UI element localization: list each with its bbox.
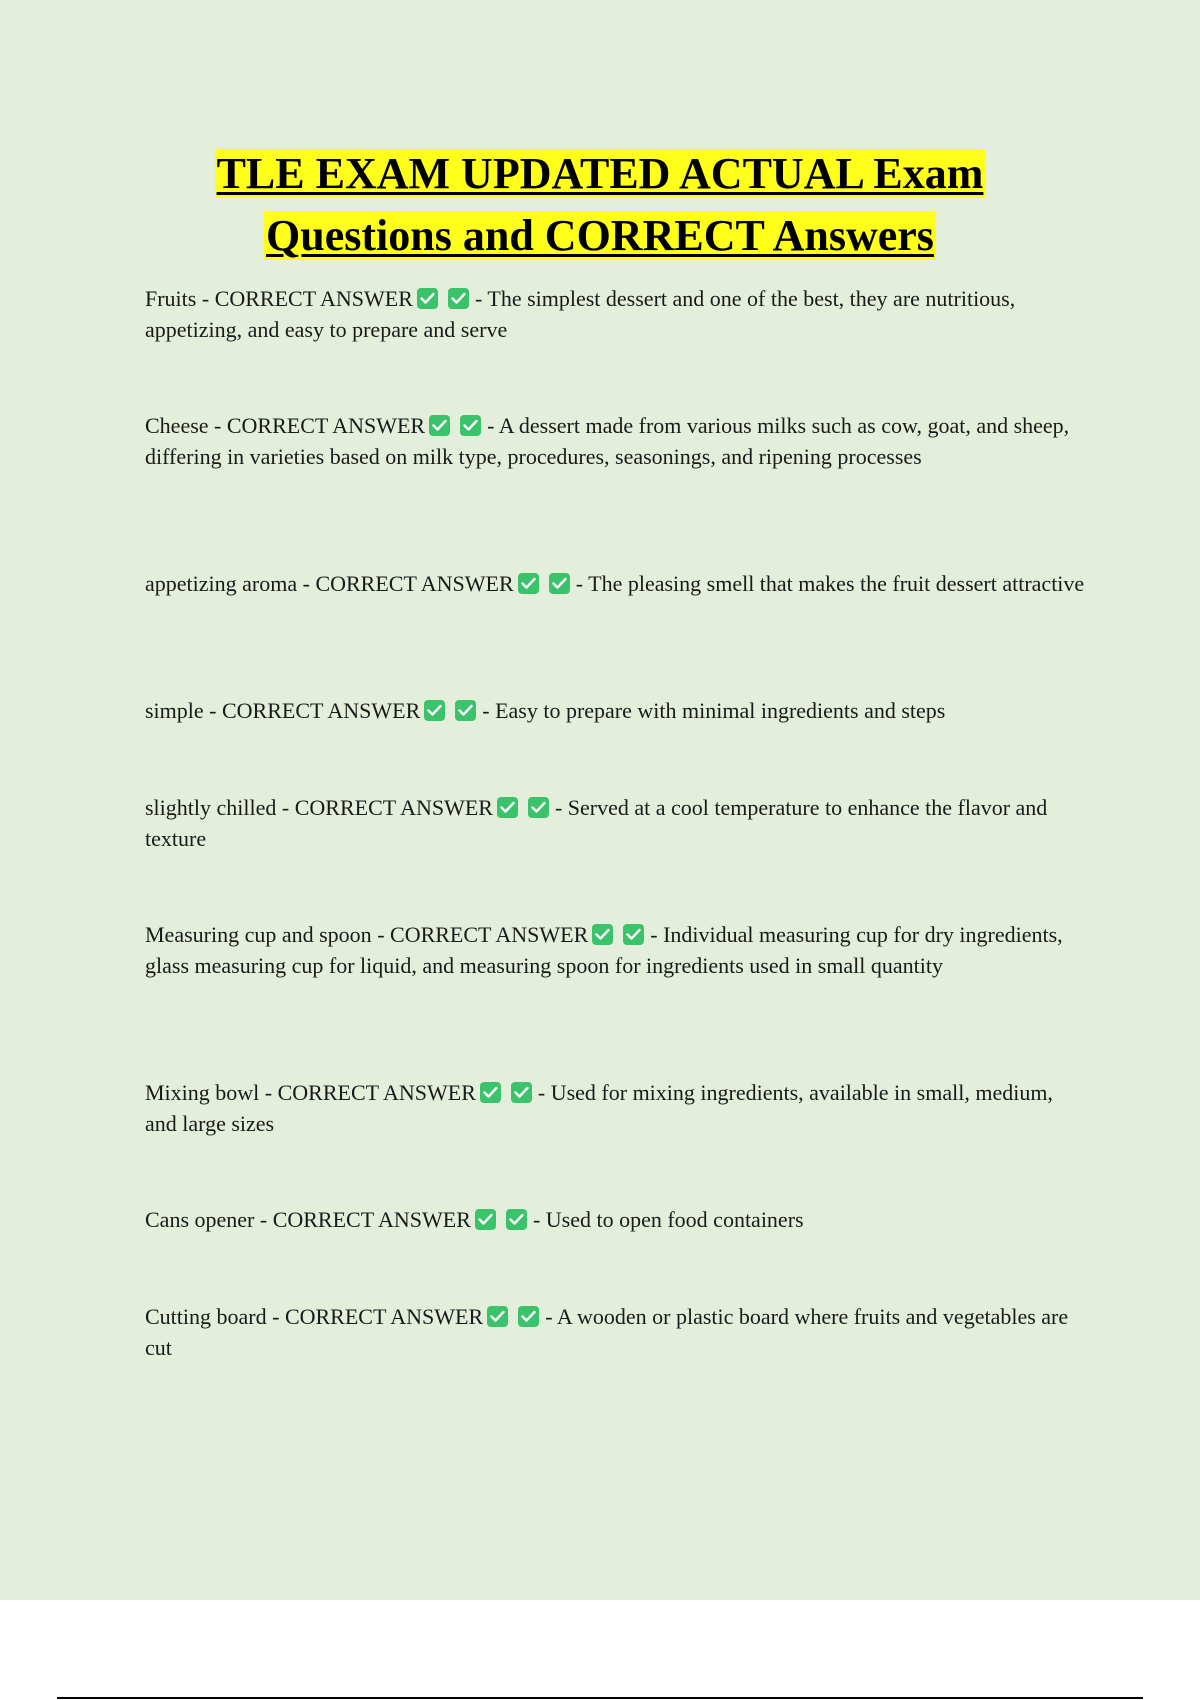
qa-entry: simple - CORRECT ANSWER - Easy to prepare with minimal ingredients and steps bbox=[145, 698, 946, 723]
check-mark-icon bbox=[455, 700, 476, 721]
answer-tag: CORRECT ANSWER bbox=[294, 795, 493, 820]
check-mark-icon bbox=[487, 1306, 508, 1327]
check-mark-icon bbox=[518, 573, 539, 594]
entry-term: Cheese bbox=[145, 413, 209, 438]
qa-entry: Measuring cup and spoon - CORRECT ANSWER - Individual measuring cup for dry ingredients, glass measuring cup for liquid, and measuring spoon for ingredients used in small quantity bbox=[145, 922, 1063, 978]
entry-definition: The simplest dessert and one of the best, they are nutritious, appetizing, and easy to prepare and serve bbox=[145, 286, 1016, 342]
entry-term: appetizing aroma bbox=[145, 571, 298, 596]
entry-definition: A wooden or plastic board where fruits and vegetables are cut bbox=[145, 1304, 1069, 1360]
check-mark-icon bbox=[528, 797, 549, 818]
entry-term: Measuring cup and spoon bbox=[145, 922, 372, 947]
check-mark-icon bbox=[511, 1082, 532, 1103]
qa-entry: Fruits - CORRECT ANSWER - The simplest dessert and one of the best, they are nutritious, appetizing, and easy to prepare and serve bbox=[145, 286, 1016, 342]
entry-term: Mixing bowl bbox=[145, 1080, 260, 1105]
check-mark-icon bbox=[549, 573, 570, 594]
answer-tag: CORRECT ANSWER bbox=[284, 1304, 484, 1329]
entry-definition: Easy to prepare with minimal ingredients and steps bbox=[495, 698, 946, 723]
entry-definition: Served at a cool temperature to enhance the flavor and texture bbox=[145, 795, 1048, 851]
answer-tag: CORRECT ANSWER bbox=[315, 571, 514, 596]
entry-definition: Used to open food containers bbox=[545, 1207, 804, 1232]
check-mark-icon bbox=[623, 924, 644, 945]
answer-tag: CORRECT ANSWER bbox=[277, 1080, 476, 1105]
entry-definition: Individual measuring cup for dry ingredients, glass measuring cup for liquid, and measuring spoon for ingredients used in small quantity bbox=[145, 922, 1063, 978]
check-mark-icon bbox=[480, 1082, 501, 1103]
check-mark-icon bbox=[475, 1209, 496, 1230]
qa-entry: Cans opener - CORRECT ANSWER - Used to open food containers bbox=[145, 1207, 804, 1232]
qa-entry: Mixing bowl - CORRECT ANSWER - Used for mixing ingredients, available in small, medium, and large sizes bbox=[145, 1080, 1053, 1136]
entry-definition: A dessert made from various milks such as cow, goat, and sheep, differing in varieties based on milk type, procedures, seasonings, and ripening processes bbox=[145, 413, 1070, 469]
check-mark-icon bbox=[460, 415, 481, 436]
check-mark-icon bbox=[518, 1306, 539, 1327]
check-mark-icon bbox=[448, 288, 469, 309]
entry-term: Fruits bbox=[145, 286, 197, 311]
footer-rule bbox=[57, 1697, 1143, 1699]
page-title bbox=[100, 143, 1100, 267]
qa-entry: slightly chilled - CORRECT ANSWER - Served at a cool temperature to enhance the flavor and texture bbox=[145, 795, 1048, 851]
check-mark-icon bbox=[417, 288, 438, 309]
check-mark-icon bbox=[424, 700, 445, 721]
check-mark-icon bbox=[497, 797, 518, 818]
entry-term: slightly chilled bbox=[145, 795, 277, 820]
answer-tag: CORRECT ANSWER bbox=[226, 413, 426, 438]
entry-definition: The pleasing smell that makes the fruit dessert attractive bbox=[588, 571, 1085, 596]
title-line-2: Questions and CORRECT Answers bbox=[266, 211, 934, 260]
answer-tag: CORRECT ANSWER bbox=[222, 698, 421, 723]
qa-entry: appetizing aroma - CORRECT ANSWER - The pleasing smell that makes the fruit dessert attractive bbox=[145, 571, 1085, 596]
answer-tag: CORRECT ANSWER bbox=[214, 286, 413, 311]
answer-tag: CORRECT ANSWER bbox=[272, 1207, 471, 1232]
entry-term: simple bbox=[145, 698, 204, 723]
check-mark-icon bbox=[592, 924, 613, 945]
title-line-1: TLE EXAM UPDATED ACTUAL Exam bbox=[216, 149, 984, 198]
entry-term: Cans opener bbox=[145, 1207, 255, 1232]
answer-tag: CORRECT ANSWER bbox=[390, 922, 589, 947]
qa-entry: Cutting board - CORRECT ANSWER - A wooden or plastic board where fruits and vegetables are cut bbox=[145, 1304, 1069, 1360]
entry-definition: Used for mixing ingredients, available in small, medium, and large sizes bbox=[145, 1080, 1053, 1136]
check-mark-icon bbox=[429, 415, 450, 436]
qa-entry: Cheese - CORRECT ANSWER - A dessert made from various milks such as cow, goat, and sheep, differing in varieties based on milk type, procedures, seasonings, and ripening processes bbox=[145, 413, 1070, 469]
check-mark-icon bbox=[506, 1209, 527, 1230]
entry-term: Cutting board bbox=[145, 1304, 267, 1329]
